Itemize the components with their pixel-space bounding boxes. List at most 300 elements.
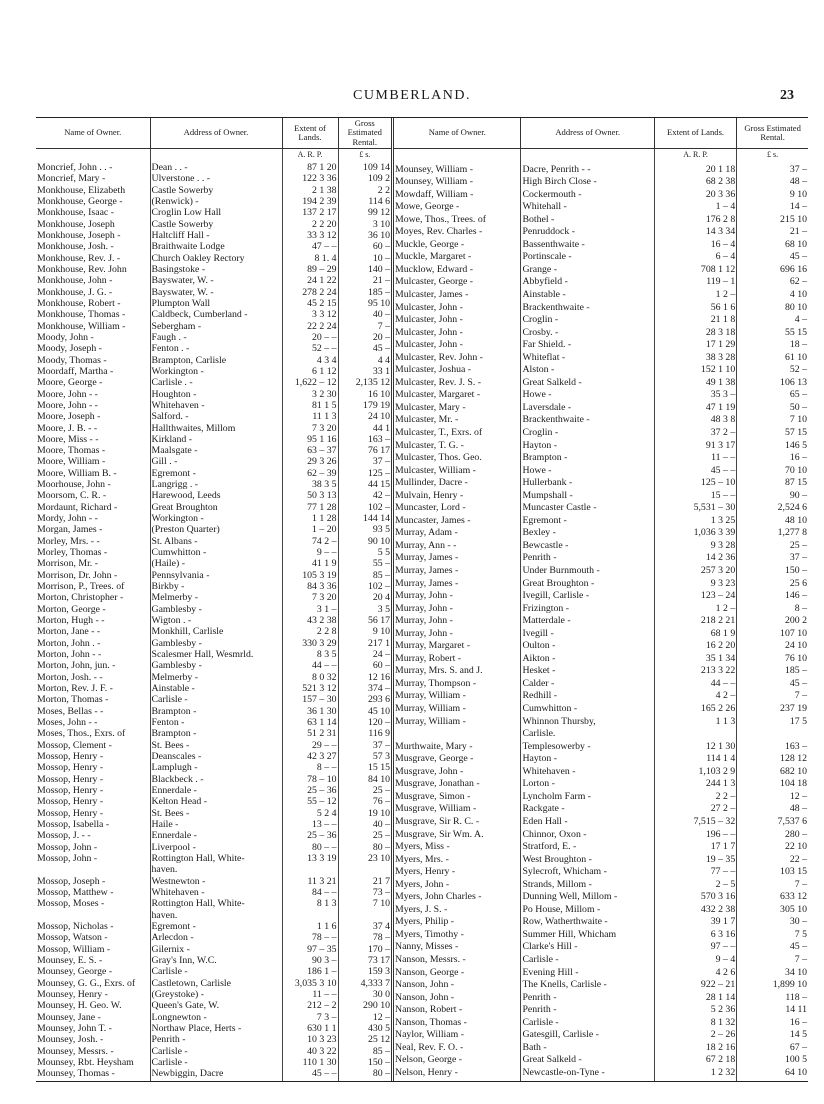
owner-address: Ennerdale -	[150, 786, 282, 797]
table-row	[393, 202, 809, 215]
land-extent: 40 3 22	[282, 1047, 338, 1058]
land-extent: 7,515 – 32	[654, 817, 736, 830]
table-row	[36, 990, 391, 1001]
owner-name: Myers, Philip -	[393, 917, 521, 930]
owner-address: Egremont -	[150, 469, 282, 480]
land-extent: 63 – 37	[282, 446, 338, 457]
owner-name: Morley, Mrs. - -	[36, 537, 150, 548]
owner-address: Whitehaven -	[150, 888, 282, 899]
gross-rental: 80 10	[784, 302, 807, 313]
gross-rental: 107 10	[780, 628, 807, 639]
gross-rental: 144 14	[363, 514, 390, 525]
land-extent: 123 – 24	[654, 591, 736, 604]
gross-rental: 73 17	[367, 955, 390, 966]
land-extent: 16 2 20	[654, 641, 736, 654]
owner-address: haven.	[150, 911, 282, 922]
owner-name: Moody, John -	[36, 333, 150, 344]
gross-rental: 215 10	[780, 214, 807, 225]
table-row	[393, 968, 809, 981]
owner-address: Oulton -	[521, 641, 654, 654]
owner-name: Mounsey, William -	[393, 165, 521, 178]
table-row	[393, 917, 809, 930]
table-row	[393, 754, 809, 767]
owner-address: Howe -	[521, 466, 654, 479]
gross-rental: 14 11	[785, 1005, 807, 1016]
owner-address: Caldbeck, Cumberland -	[150, 310, 282, 321]
owner-address: Penrith -	[521, 993, 654, 1006]
owner-name: Moore, John - -	[36, 401, 150, 412]
gross-rental	[737, 729, 808, 742]
table-row	[36, 525, 391, 536]
table-row	[393, 1043, 809, 1056]
owner-name: Mossop, Henry -	[36, 752, 150, 763]
table-row	[36, 593, 391, 604]
table-row	[393, 215, 809, 228]
table-row	[36, 356, 391, 367]
land-extent: 7 3 –	[282, 1013, 338, 1024]
owner-address: Pennsylvania -	[150, 571, 282, 582]
page-title: CUMBERLAND.	[352, 88, 471, 103]
land-extent: 39 1 7	[654, 917, 736, 930]
table-row	[36, 820, 391, 831]
owner-address: The Knells, Carlisle -	[521, 980, 654, 993]
owner-name: Mowe, George -	[393, 202, 521, 215]
owner-address: Cumwhitton -	[150, 548, 282, 559]
land-extent: 14 2 36	[654, 553, 736, 566]
gross-rental: 84 10	[367, 774, 390, 785]
owner-name: Musgrave, Sir R. C. -	[393, 817, 521, 830]
gross-rental: 56 17	[367, 616, 390, 627]
gross-rental: 45 –	[372, 344, 390, 355]
table-row	[36, 1001, 391, 1012]
gross-rental: 57 15	[784, 428, 807, 438]
owner-address: Gray's Inn, W.C.	[150, 956, 282, 967]
owner-address: (Renwick) -	[150, 197, 282, 208]
table-row	[36, 571, 391, 582]
land-extent: 43 2 38	[282, 616, 338, 627]
table-row	[393, 365, 809, 378]
land-extent: 25 – 36	[282, 831, 338, 842]
table-row	[36, 718, 391, 729]
owner-name: Mounsey, Jane -	[36, 1013, 150, 1024]
owner-name: Moncrief, Mary -	[36, 174, 150, 185]
land-extent: 62 – 39	[282, 469, 338, 480]
gross-rental: 44 15	[367, 480, 390, 491]
owner-address: Whiteflat -	[521, 353, 654, 366]
owner-name: Moses, Thos., Exrs. of	[36, 729, 150, 740]
owner-name: Moody, Thomas -	[36, 356, 150, 367]
gross-rental: 7 5	[794, 929, 807, 940]
land-extent: 47 1 19	[654, 403, 736, 416]
table-row	[393, 177, 809, 190]
owner-name: Mossop, John -	[36, 843, 150, 854]
owner-name: Mossop, Isabella -	[36, 820, 150, 831]
land-extent: 4 2 –	[654, 691, 736, 704]
owner-name: Mossop, Joseph -	[36, 877, 150, 888]
owner-address: Haltcliff Hall -	[150, 231, 282, 242]
owner-name: Monkhouse, Thomas -	[36, 310, 150, 321]
gross-rental: 90 10	[367, 536, 390, 547]
gross-rental: 40 –	[372, 310, 390, 321]
owner-name: Mulcaster, John -	[393, 303, 521, 316]
owner-name: Mossop, Clement -	[36, 741, 150, 752]
gross-rental: 90 –	[789, 490, 807, 501]
table-row	[36, 956, 391, 967]
owner-address: St. Bees -	[150, 809, 282, 820]
land-extent: 122 3 36	[282, 174, 338, 185]
owner-name: Mounsey, H. Geo. W.	[36, 1001, 150, 1012]
table-row	[393, 679, 809, 692]
gross-rental: 36 10	[367, 230, 390, 241]
gross-rental: 20 –	[372, 332, 390, 343]
table-row	[393, 729, 809, 742]
table-row	[36, 491, 391, 502]
owner-address: Gamblesby -	[150, 605, 282, 616]
table-row	[393, 779, 809, 792]
table-row	[36, 729, 391, 740]
owner-name: Morton, Christopher -	[36, 593, 150, 604]
gross-rental: 12 –	[789, 791, 807, 802]
gross-rental: 70 10	[784, 465, 807, 476]
owner-name: Mucklow, Edward -	[393, 265, 521, 278]
table-row	[36, 945, 391, 956]
owner-name: Murray, James -	[393, 579, 521, 592]
gross-rental: 4,333 7	[360, 978, 390, 989]
owner-address: Whinnon Thursby,	[521, 717, 654, 730]
gross-rental: 305 10	[780, 904, 807, 915]
owner-name: Mounsey, Messrs. -	[36, 1047, 150, 1058]
owner-address: Sebergham -	[150, 322, 282, 333]
owner-name: Mowdaff, William -	[393, 190, 521, 203]
owner-name: Morton, Rev. J. F. -	[36, 684, 150, 695]
gross-rental: 15 15	[367, 763, 390, 774]
land-extent: 20 – –	[282, 333, 338, 344]
land-extent: 1 2 –	[654, 604, 736, 617]
land-extent	[282, 911, 338, 922]
owner-name: Myers, J. S. -	[393, 905, 521, 918]
gross-rental: 1,899 10	[772, 980, 807, 991]
gross-rental: 78 –	[372, 933, 390, 944]
table-row	[393, 303, 809, 316]
owner-name: Murray, John -	[393, 629, 521, 642]
table-row	[393, 466, 809, 479]
table-row	[393, 629, 809, 642]
owner-address: Brampton -	[150, 729, 282, 740]
owner-name: Mullinder, Dacre -	[393, 478, 521, 491]
owner-address: Gamblesby -	[150, 661, 282, 672]
owner-address: Faugh . -	[150, 333, 282, 344]
land-extent: 1 1 6	[282, 922, 338, 933]
land-extent: 17 1 7	[654, 842, 736, 855]
table-row	[36, 911, 391, 922]
gross-rental	[338, 911, 391, 922]
owner-name: Mulcaster, John -	[393, 315, 521, 328]
table-row	[36, 605, 391, 616]
owner-name: Mossop, Henry -	[36, 775, 150, 786]
land-extent: 1 – 20	[282, 525, 338, 536]
gross-rental: 4 4	[377, 355, 390, 366]
table-row	[393, 566, 809, 579]
owner-name: Mossop, Watson -	[36, 933, 150, 944]
owner-name: Mulcaster, John -	[393, 328, 521, 341]
owner-name: Mossop, Henry -	[36, 763, 150, 774]
table-row	[393, 980, 809, 993]
owner-address: Northaw Place, Herts -	[150, 1024, 282, 1035]
table-row	[393, 503, 809, 516]
table-row	[393, 252, 809, 265]
land-extent: 45 2 15	[282, 299, 338, 310]
gross-rental: 45 10	[367, 706, 390, 717]
gross-rental: 85 –	[372, 1046, 390, 1057]
gross-rental: 80 –	[372, 842, 390, 853]
land-extent: 20 3 36	[654, 190, 736, 203]
table-row	[36, 480, 391, 491]
owner-name: Moore, William B. -	[36, 469, 150, 480]
owner-address: Whitehaven -	[521, 767, 654, 780]
gross-rental: 7 –	[377, 321, 390, 332]
table-row	[393, 240, 809, 253]
gross-rental: 5 5	[377, 548, 390, 559]
owner-name: Murray, Ann - -	[393, 541, 521, 554]
gross-rental: 45 –	[789, 252, 807, 263]
owner-name: Monkhouse, John -	[36, 276, 150, 287]
owner-address: Far Shield. -	[521, 340, 654, 353]
owner-name: Moody, Joseph -	[36, 344, 150, 355]
land-extent: 218 2 21	[654, 616, 736, 629]
owner-name: Nanson, John -	[393, 980, 521, 993]
owner-address: Hayton -	[521, 754, 654, 767]
table-row	[36, 401, 391, 412]
owner-name: Morrison, P., Trees. of	[36, 582, 150, 593]
land-extent: 29 – –	[282, 741, 338, 752]
land-extent: 51 2 31	[282, 729, 338, 740]
land-extent: 90 3 –	[282, 956, 338, 967]
owner-name: Morley, Thomas -	[36, 548, 150, 559]
gross-rental: 37 –	[372, 457, 390, 468]
land-extent: 278 2 24	[282, 288, 338, 299]
table-row	[36, 865, 391, 876]
owner-name	[393, 729, 521, 742]
land-extent: 1,103 2 9	[654, 767, 736, 780]
table-row	[393, 403, 809, 416]
table-row	[393, 942, 809, 955]
land-extent: 21 1 8	[654, 315, 736, 328]
table-row	[36, 514, 391, 525]
owner-address: Rottington Hall, White-	[150, 899, 282, 910]
gross-rental: 16 10	[367, 389, 390, 400]
owner-name: Myers, Timothy -	[393, 930, 521, 943]
gross-rental: 16 –	[789, 453, 807, 464]
owner-name: Murray, Mrs. S. and J.	[393, 666, 521, 679]
owner-name: Murray, William -	[393, 691, 521, 704]
gross-rental: 48 10	[784, 515, 807, 526]
gross-rental: 25 –	[372, 831, 390, 842]
land-extent: 6 3 16	[654, 930, 736, 943]
table-row	[36, 888, 391, 899]
table-row	[393, 579, 809, 592]
land-extent: 2 1 38	[282, 186, 338, 197]
gross-rental: 696 16	[780, 264, 807, 275]
owner-name: Mulcaster, Mr. -	[393, 415, 521, 428]
land-extent: 77 1 28	[282, 503, 338, 514]
gross-rental: 64 10	[784, 1067, 807, 1078]
table-row	[36, 446, 391, 457]
rental-units: £ s.	[767, 150, 779, 159]
owner-address: Newbiggin, Dacre	[150, 1069, 282, 1081]
gross-rental: 55 –	[372, 559, 390, 570]
gross-rental: 682 10	[780, 766, 807, 777]
owner-name: Nanson, George -	[393, 968, 521, 981]
owner-address: Ivegill -	[521, 629, 654, 642]
gross-rental: 103 15	[780, 867, 807, 878]
gross-rental: 93 5	[372, 525, 390, 536]
owner-name: Muckle, George -	[393, 240, 521, 253]
table-row	[393, 955, 809, 968]
table-row	[36, 854, 391, 865]
owner-address: Brampton -	[521, 453, 654, 466]
owner-name: Nelson, George -	[393, 1055, 521, 1068]
land-extent: 35 3 –	[654, 390, 736, 403]
table-row	[393, 905, 809, 918]
land-extent: 67 2 18	[654, 1055, 736, 1068]
land-extent: 55 – 12	[282, 797, 338, 808]
owner-name	[36, 865, 150, 876]
owner-address: Redhill -	[521, 691, 654, 704]
owner-address: Hallthwaites, Millom	[150, 424, 282, 435]
col-header-extent: Extent of Lands.	[654, 118, 736, 149]
owner-name: Morton, John - -	[36, 650, 150, 661]
owner-address: Croglin Low Hall	[150, 208, 282, 219]
table-row	[36, 231, 391, 242]
land-extent: 78 – –	[282, 933, 338, 944]
owner-name: Mounsey, Josh. -	[36, 1035, 150, 1046]
land-extent: 1,622 – 12	[282, 378, 338, 389]
gross-rental: 185 –	[367, 287, 390, 298]
gross-rental: 633 12	[780, 892, 807, 903]
land-extent: 922 – 21	[654, 980, 736, 993]
gross-rental: 2 2	[377, 185, 390, 196]
owner-address: Penrith -	[521, 553, 654, 566]
owner-address: Whitehall -	[521, 202, 654, 215]
owner-address: West Broughton -	[521, 855, 654, 868]
land-extent: 97 – –	[654, 942, 736, 955]
table-row	[393, 528, 809, 541]
owner-name: Nanson, John -	[393, 993, 521, 1006]
owner-name: Murthwaite, Mary -	[393, 742, 521, 755]
owner-name: Mounsey, Rbt. Heysham	[36, 1058, 150, 1069]
land-extent: 1 1 3	[654, 717, 736, 730]
land-extent: 5,531 – 30	[654, 503, 736, 516]
gross-rental: 67 –	[789, 1042, 807, 1053]
owner-address: Fenton . -	[150, 344, 282, 355]
table-row	[36, 333, 391, 344]
table-row	[393, 616, 809, 629]
gross-rental: 163 –	[367, 434, 390, 445]
land-extent: 56 1 6	[654, 303, 736, 316]
extent-units: A. R. P.	[654, 149, 736, 165]
gross-rental: 40 –	[372, 819, 390, 830]
gross-rental: 104 18	[780, 779, 807, 790]
owner-name: Moore, George -	[36, 378, 150, 389]
owner-name: Mulcaster, Rev. John -	[393, 353, 521, 366]
owner-name: Mossop, Henry -	[36, 786, 150, 797]
gross-rental: 150 –	[367, 1057, 390, 1068]
owner-address: Plumpton Wall	[150, 299, 282, 310]
owner-name: Moorhouse, John -	[36, 480, 150, 491]
owner-address: Summer Hill, Whicham	[521, 930, 654, 943]
owner-address: Frizington -	[521, 604, 654, 617]
owner-name: Mordaunt, Richard -	[36, 503, 150, 514]
owner-address: Carlisle -	[150, 695, 282, 706]
owner-name: Moore, John - -	[36, 390, 150, 401]
land-extent: 10 3 23	[282, 1035, 338, 1046]
owner-address: Stratford, E. -	[521, 842, 654, 855]
gross-rental: 120 –	[367, 718, 390, 729]
owner-address: (Haile) -	[150, 559, 282, 570]
table-row	[393, 591, 809, 604]
table-row	[36, 276, 391, 287]
gross-rental: 9 10	[372, 627, 390, 638]
land-extent: 114 1 4	[654, 754, 736, 767]
land-extent: 97 – 35	[282, 945, 338, 956]
gross-rental: 22 10	[784, 842, 807, 853]
table-row	[393, 641, 809, 654]
gross-rental: 8 –	[794, 603, 807, 614]
gross-rental: 19 10	[367, 808, 390, 819]
gross-rental: 24 10	[784, 641, 807, 652]
table-row	[393, 804, 809, 817]
table-row	[36, 469, 391, 480]
land-extent: 212 – 2	[282, 1001, 338, 1012]
land-extent: 8 1 3	[282, 899, 338, 910]
gross-rental: 102 –	[367, 502, 390, 513]
land-extent: 8 – –	[282, 763, 338, 774]
owner-address: Cockermouth -	[521, 190, 654, 203]
owner-name: Morton, George -	[36, 605, 150, 616]
table-row	[393, 491, 809, 504]
table-row	[36, 265, 391, 276]
land-extent: 432 2 38	[654, 905, 736, 918]
gross-rental: 24 10	[367, 412, 390, 423]
gross-rental: 170 –	[367, 944, 390, 955]
owner-address: Castle Sowerby	[150, 186, 282, 197]
table-row	[393, 453, 809, 466]
owner-name: Moyes, Rev. Charles -	[393, 227, 521, 240]
table-row	[393, 353, 809, 366]
owner-address: Clarke's Hill -	[521, 942, 654, 955]
owner-address: Lyncholm Farm -	[521, 792, 654, 805]
owner-name: Moses, Bellas - -	[36, 707, 150, 718]
owner-address: Carlisle -	[521, 955, 654, 968]
owner-address: Maalsgate -	[150, 446, 282, 457]
gross-rental: 116 9	[368, 729, 390, 740]
owner-name: Moore, Joseph -	[36, 412, 150, 423]
table-row	[393, 666, 809, 679]
land-extent: 4 3 4	[282, 356, 338, 367]
gross-rental	[338, 865, 391, 876]
owner-address: Ivegill, Carlisle -	[521, 591, 654, 604]
land-extent: 24 1 22	[282, 276, 338, 287]
owner-address: Carlisle -	[150, 1047, 282, 1058]
owner-name: Mossop, Nicholas -	[36, 922, 150, 933]
land-extent: 38 3 28	[654, 353, 736, 366]
owner-name: Mulcaster, George -	[393, 277, 521, 290]
gross-rental: 2,135 12	[355, 378, 390, 389]
table-row	[36, 933, 391, 944]
owner-name: Mounsey, John T. -	[36, 1024, 150, 1035]
gross-rental: 34 10	[784, 967, 807, 978]
owner-address: Bayswater, W. -	[150, 288, 282, 299]
